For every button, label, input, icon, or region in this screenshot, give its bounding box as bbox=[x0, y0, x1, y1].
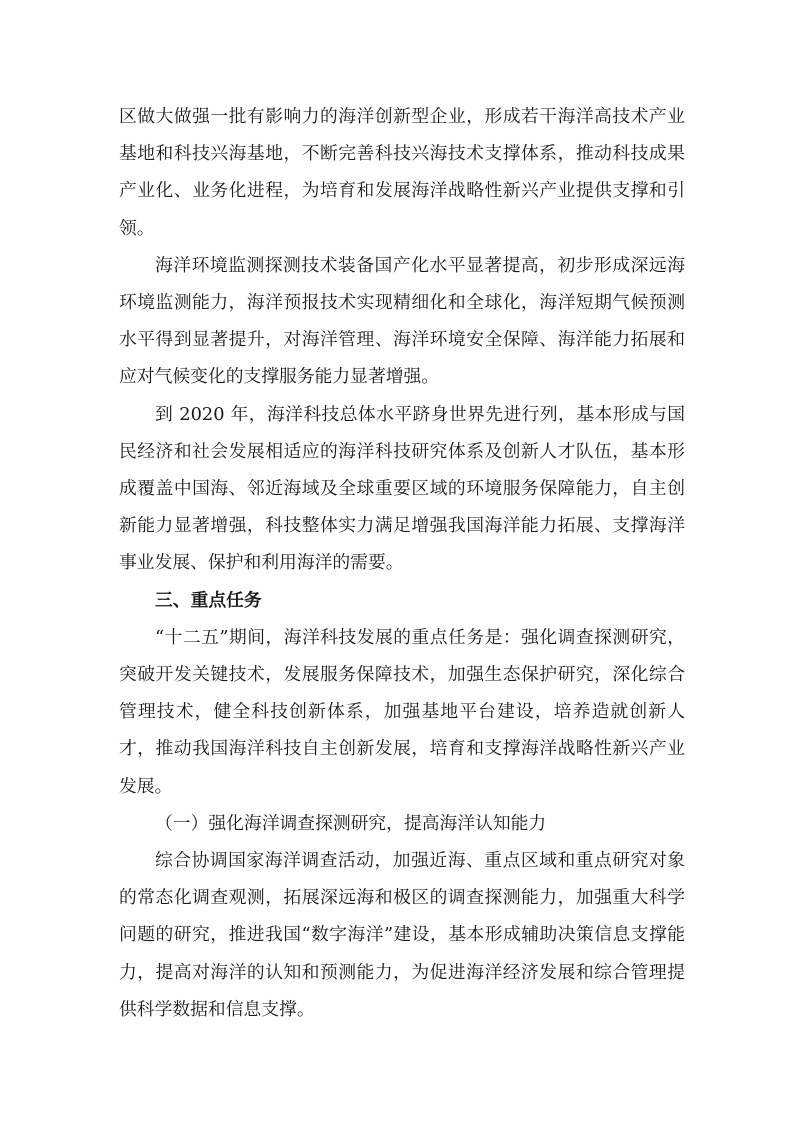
paragraph-continuation: 区做大做强一批有影响力的海洋创新型企业，形成若干海洋高技术产业基地和科技兴海基地，不断完善科技兴海技术支撑体系，推动科技成果产业化、业务化进程，为培育和发展海洋战略性新兴产业提供支撑和引领。 bbox=[119, 106, 685, 239]
subsection-heading-1: （一）强化海洋调查探测研究，提高海洋认知能力 bbox=[155, 812, 547, 834]
paragraph-monitoring: 海洋环境监测探测技术装备国产化水平显著提高，初步形成深远海环境监测能力，海洋预报技术实现精细化和全球化，海洋短期气候预测水平得到显著提升，对海洋管理、海洋环境安全保障、海洋能力拓展和应对气候变化的支撑服务能力显著增强。 bbox=[119, 254, 685, 388]
document-body bbox=[119, 98, 685, 1028]
paragraph-survey-research: 综合协调国家海洋调查活动，加强近海、重点区域和重点研究对象的常态化调查观测，拓展深远海和极区的调查探测能力，加强重大科学问题的研究，推进我国“数字海洋”建设，基本形成辅助决策信息支撑能力，提高对海洋的认知和预测能力，为促进海洋经济发展和综合管理提供科学数据和信息支撑。 bbox=[119, 850, 685, 1020]
paragraph-key-tasks-intro: “十二五”期间，海洋科技发展的重点任务是：强化调查探测研究，突破开发关键技术，发展服务保障技术，加强生态保护研究，深化综合管理技术，健全科技创新体系，加强基地平台建设，培养造就创新人才，推动我国海洋科技自主创新发展，培育和支撑海洋战略性新兴产业发展。 bbox=[119, 626, 685, 797]
section-heading-key-tasks: 三、重点任务 bbox=[155, 589, 262, 611]
paragraph-2020-goals: 到 2020 年，海洋科技总体水平跻身世界先进行列，基本形成与国民经济和社会发展相适应的海洋科技研究体系及创新人才队伍，基本形成覆盖中国海、邻近海域及全球重要区域的环境服务保障能力，自主创新能力显著增强，科技整体实力满足增强我国海洋能力拓展、支撑海洋事业发展、保护和利用海洋的需要。 bbox=[119, 403, 685, 574]
